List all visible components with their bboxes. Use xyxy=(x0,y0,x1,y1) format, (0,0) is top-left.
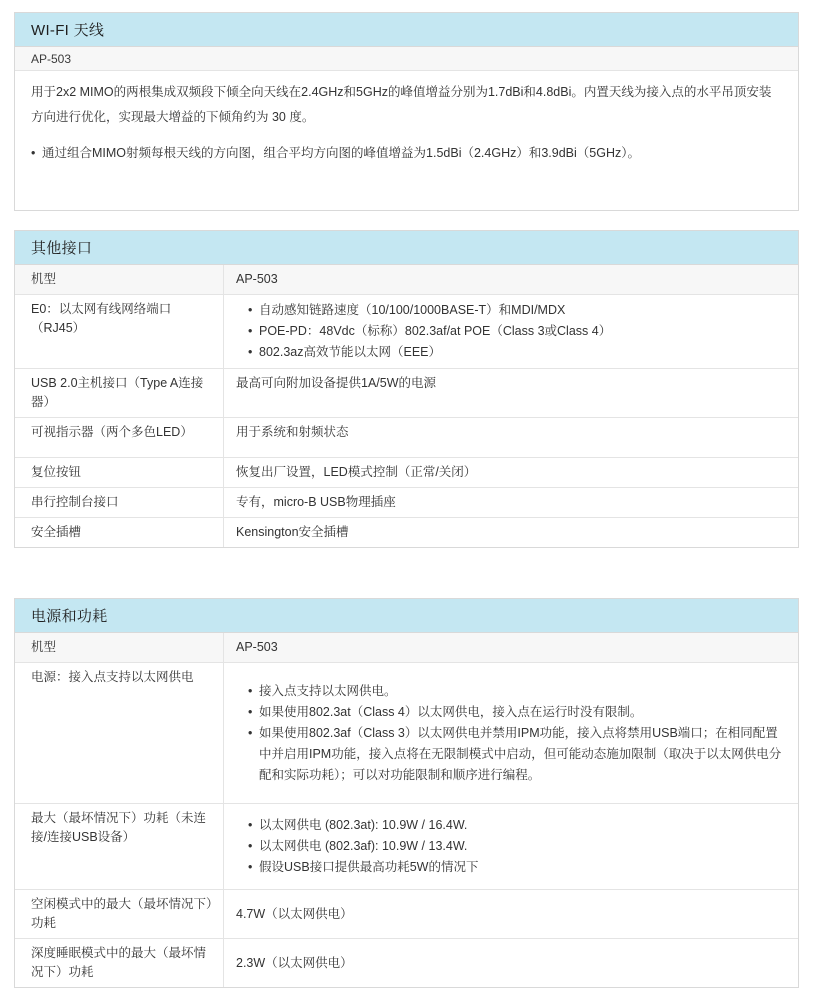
antenna-description xyxy=(15,71,798,210)
spec-label: E0：以太网有线网络端口（RJ45） xyxy=(15,295,224,368)
spec-value xyxy=(224,663,798,803)
section-power-consumption xyxy=(14,598,799,988)
table-header-row xyxy=(15,633,798,662)
spec-value: 用于系统和射频状态 xyxy=(236,425,349,439)
bullet-dot-icon: • xyxy=(248,860,253,874)
bullet-text: 以太网供电 (802.3at): 10.9W / 16.4W. xyxy=(259,818,468,832)
spec-value: 专有，micro-B USB物理插座 xyxy=(236,495,396,509)
section-wifi-antenna xyxy=(14,12,799,211)
bullet-text: 自动感知链路速度（10/100/1000BASE-T）和MDI/MDX xyxy=(259,303,566,317)
bullet-item xyxy=(248,723,786,786)
spec-value: Kensington安全插槽 xyxy=(236,525,349,539)
bullet-item xyxy=(248,702,786,723)
bullet-dot-icon: • xyxy=(248,839,253,853)
column-header-value: AP-503 xyxy=(236,640,278,654)
spec-label: 空闲模式中的最大（最坏情况下）功耗 xyxy=(15,890,224,938)
spec-bullet-list xyxy=(248,681,786,786)
section-title-bar xyxy=(15,231,798,265)
spec-value-text: 2.3W（以太网供电） xyxy=(236,955,353,970)
bullet-dot-icon: • xyxy=(248,303,253,317)
bullet-dot-icon: • xyxy=(31,146,36,160)
bullet-dot-icon: • xyxy=(248,324,253,338)
table-row-indicators xyxy=(15,417,798,457)
spec-label: 电源：接入点支持以太网供电 xyxy=(15,663,224,803)
spec-label: 串行控制台接口 xyxy=(15,488,224,517)
antenna-bullet-list xyxy=(31,143,782,164)
bullet-text: POE-PD：48Vdc（标称）802.3af/at POE（Class 3或Class 4） xyxy=(259,324,612,338)
section-title: 电源和功耗 xyxy=(31,608,108,625)
spec-value: 恢复出厂设置，LED模式控制（正常/关闭） xyxy=(236,465,477,479)
bullet-text: 接入点支持以太网供电。 xyxy=(259,683,397,698)
spec-value xyxy=(224,939,798,987)
bullet-text: 以太网供电 (802.3af): 10.9W / 13.4W. xyxy=(259,839,468,853)
bullet-text: 802.3az高效节能以太网（EEE） xyxy=(259,345,441,359)
spec-label: USB 2.0主机接口（Type A连接器） xyxy=(15,369,224,417)
spec-value xyxy=(224,295,798,368)
bullet-item xyxy=(248,857,786,878)
spec-label: 可视指示器（两个多色LED） xyxy=(15,418,224,457)
bullet-item xyxy=(248,321,786,342)
spec-label: 复位按钮 xyxy=(15,458,224,487)
spec-value xyxy=(224,804,798,889)
bullet-item xyxy=(248,815,786,836)
bullet-text: 假设USB接口提供最高功耗5W的情况下 xyxy=(259,860,479,874)
table-row-serial-console xyxy=(15,487,798,517)
spec-bullet-list xyxy=(248,815,786,878)
bullet-text: 如果使用802.3af（Class 3）以太网供电并禁用IPM功能，接入点将禁用USB端口；在相同配置中并启用IPM功能，接入点将在无限制模式中启动，但可能动态施加限制（取决于以太网供电分配和实际功耗）；可以对功能限制和顺序进行编程。 xyxy=(259,725,782,782)
model-row xyxy=(15,47,798,71)
bullet-item xyxy=(248,836,786,857)
column-header-model: 机型 xyxy=(15,633,224,662)
bullet-item xyxy=(248,300,786,321)
bullet-item xyxy=(248,681,786,702)
section-other-interfaces xyxy=(14,230,799,548)
table-row-deep-sleep-power xyxy=(15,938,798,987)
bullet-item xyxy=(31,143,782,164)
bullet-text: 通过组合MIMO射频每根天线的方向图，组合平均方向图的峰值增益为1.5dBi（2.4GHz）和3.9dBi（5GHz）。 xyxy=(42,146,640,160)
table-row-usb xyxy=(15,368,798,417)
bullet-text: 如果使用802.3at（Class 4）以太网供电，接入点在运行时没有限制。 xyxy=(259,704,643,719)
spec-value xyxy=(224,890,798,938)
bullet-dot-icon: • xyxy=(248,818,253,832)
table-row-reset-button xyxy=(15,457,798,487)
section-title: 其他接口 xyxy=(31,240,93,257)
spec-label: 深度睡眠模式中的最大（最坏情况下）功耗 xyxy=(15,939,224,987)
bullet-dot-icon: • xyxy=(248,725,253,740)
spec-value-text: 4.7W（以太网供电） xyxy=(236,906,353,921)
bullet-dot-icon: • xyxy=(248,345,253,359)
spec-label: 安全插槽 xyxy=(15,518,224,547)
bullet-item xyxy=(248,342,786,363)
table-row-ethernet-port xyxy=(15,294,798,368)
table-header-row xyxy=(15,265,798,294)
antenna-paragraph: 用于2x2 MIMO的两根集成双频段下倾全向天线在2.4GHz和5GHz的峰值增益分别为1.7dBi和4.8dBi。内置天线为接入点的水平吊顶安装方向进行优化，实现最大增益的下倾角约为 30 度。 xyxy=(31,85,772,124)
model-label: AP-503 xyxy=(31,51,72,66)
bullet-dot-icon: • xyxy=(248,704,253,719)
spec-value: 最高可向附加设备提供1A/5W的电源 xyxy=(236,376,437,390)
column-header-model: 机型 xyxy=(15,265,224,294)
bullet-dot-icon: • xyxy=(248,683,253,698)
table-row-security-slot xyxy=(15,517,798,547)
section-title-bar xyxy=(15,13,798,47)
spec-label: 最大（最坏情况下）功耗（未连接/连接USB设备） xyxy=(15,804,224,889)
spec-bullet-list xyxy=(248,300,786,363)
column-header-value: AP-503 xyxy=(236,272,278,286)
table-row-power-source xyxy=(15,662,798,803)
table-row-max-power xyxy=(15,803,798,889)
table-row-idle-power xyxy=(15,889,798,938)
section-title: WI-FI 天线 xyxy=(31,22,105,39)
section-title-bar xyxy=(15,599,798,633)
